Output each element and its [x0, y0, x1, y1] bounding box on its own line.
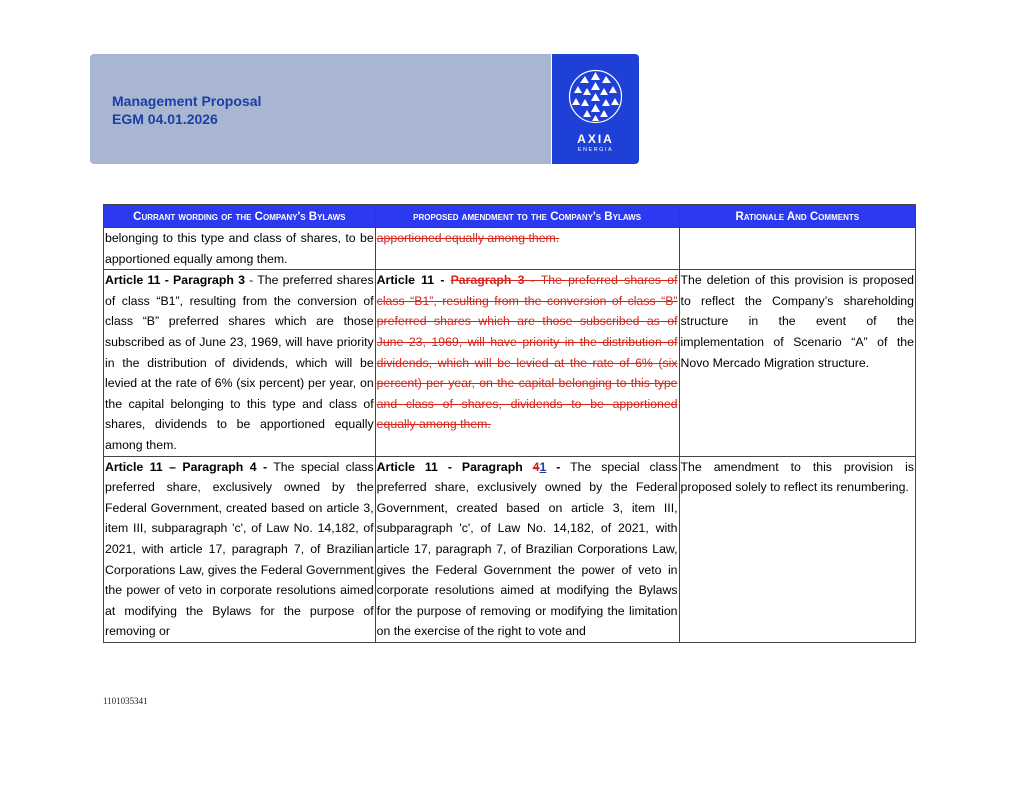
article-dash: - — [546, 459, 561, 474]
table-header-row — [104, 205, 916, 228]
article-reference: Article 11 - Paragraph 3 — [105, 273, 245, 288]
bylaws-comparison-table — [103, 204, 916, 643]
company-logo — [552, 54, 639, 164]
table-row — [104, 270, 916, 456]
current-wording-cell — [104, 270, 376, 456]
deleted-text: - The preferred shares of class “B1”, resulting from the conversion of class “B” preferred shares which are those subscribed as of June 23, 1969, will have priority in the distribution of dividends, which will be levied at the rate of 6% (six percent) per year, on the capital belonging to this type and class of shares, dividends to be apportioned equally among them. — [376, 273, 678, 432]
table-row — [104, 456, 916, 642]
proposed-amendment-cell — [375, 270, 679, 456]
article-text: The special class preferred share, exclusively owned by the Federal Government, created based on article 3, item III, subparagraph 'c', of Law No. 14,182, of 2021, with article 17, paragraph 7, of Brazilian Corporations Law, gives the Federal Government the power of veto in corporate resolutions aimed at modifying the Bylaws for the purpose of removing or — [105, 459, 374, 639]
current-wording-cell: belonging to this type and class of shares, to be apportioned equally among them. — [104, 228, 376, 270]
header-proposed-amendment: proposed amendment to the Company's Bylaws — [375, 205, 679, 228]
article-reference: Article 11 - Paragraph — [376, 459, 533, 474]
header-current-wording: Currant wording of the Company's Bylaws — [104, 205, 376, 228]
header-banner — [90, 54, 551, 164]
logo-subtitle: ENERGIA — [577, 147, 614, 153]
deleted-paragraph-ref: Paragraph 3 — [450, 273, 525, 288]
meeting-date: EGM 04.01.2026 — [112, 111, 218, 127]
proposed-amendment-cell — [375, 456, 679, 642]
rationale-cell: The deletion of this provision is proposed to reflect the Company’s shareholding structure in the event of the implementation of Scenario “A” of the Novo Mercado Migration structure. — [679, 270, 915, 456]
globe-logo-icon — [567, 68, 624, 125]
rationale-cell: The amendment to this provision is proposed solely to reflect its renumbering. — [679, 456, 915, 642]
proposed-amendment-cell — [375, 228, 679, 270]
deleted-text: apportioned equally among them. — [376, 231, 560, 245]
rationale-cell — [679, 228, 915, 270]
current-wording-cell — [104, 456, 376, 642]
article-reference: Article 11 - — [376, 273, 451, 288]
header-rationale: Rationale And Comments — [679, 205, 915, 228]
logo-wordmark: AXIA — [577, 132, 614, 146]
table-row — [104, 228, 916, 270]
deleted-number: 4 — [532, 459, 540, 474]
article-reference: Article 11 – Paragraph 4 - — [105, 459, 268, 474]
document-number: 1101035341 — [103, 696, 148, 706]
proposal-title: Management Proposal — [112, 93, 262, 109]
article-text: The special class preferred share, exclusively owned by the Federal Government, created based on article 3, item III, subparagraph 'c', of Law No. 14,182, of 2021, with article 17, paragraph 7, of Brazilian Corporations Law, gives the Federal Government the power of veto in corporate resolutions aimed at modifying the Bylaws for the purpose of removing or modifying the limitation on the exercise of the right to vote and — [376, 459, 678, 639]
inserted-number: 1 — [539, 459, 547, 474]
article-text: - The preferred shares of class “B1”, resulting from the conversion of class “B” preferred shares which are those subscribed as of June 23, 1969, will have priority in the distribution of dividends, which will be levied at the rate of 6% (six percent) per year, on the capital belonging to this type and class of shares, dividends to be apportioned equally among them. — [105, 273, 374, 452]
